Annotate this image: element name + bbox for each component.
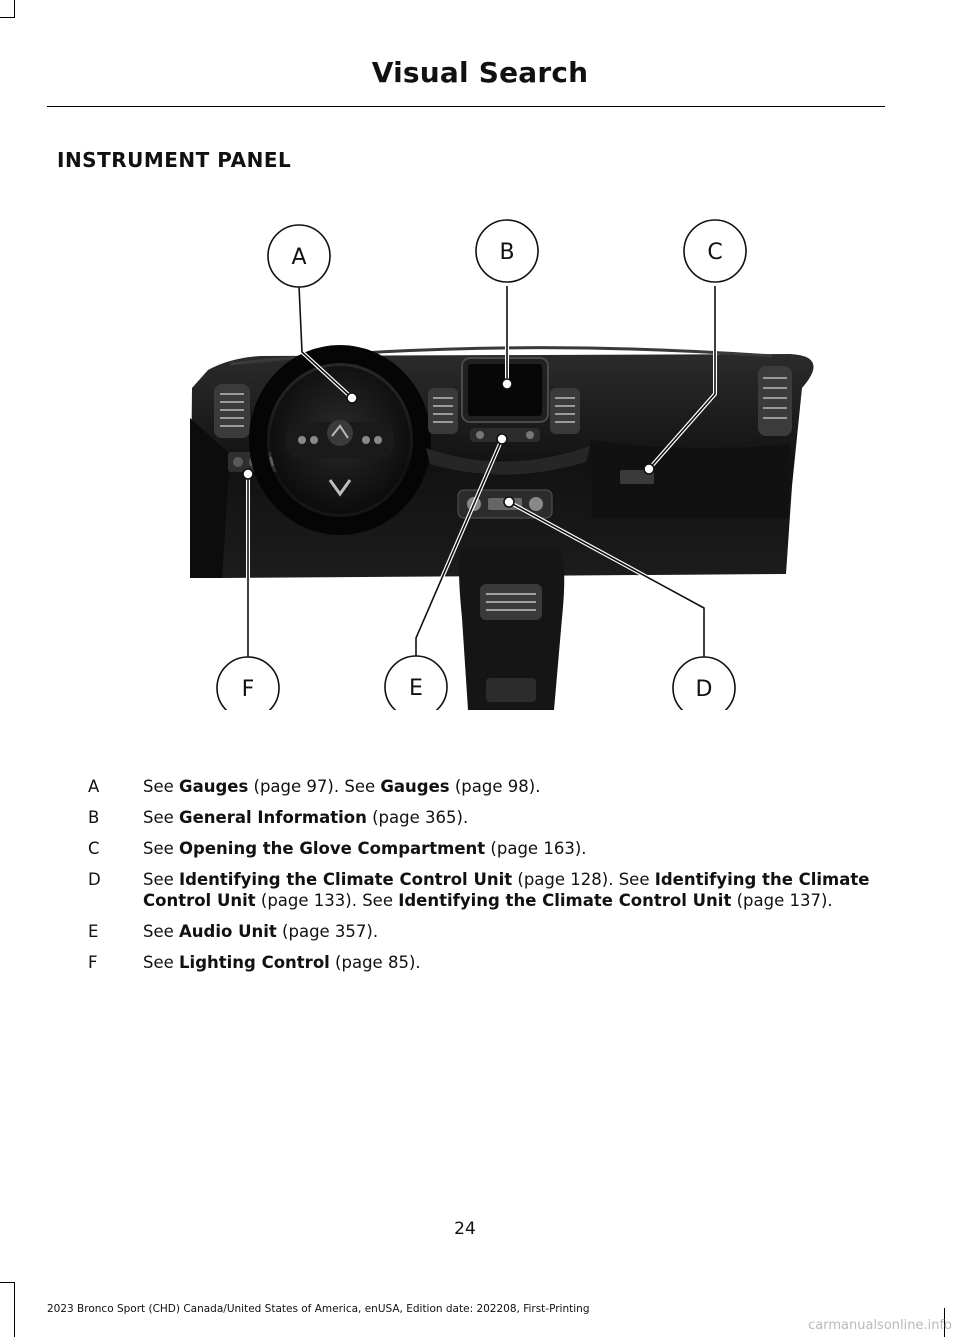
page-footer: 2023 Bronco Sport (CHD) Canada/United States of America, enUSA, Edition date: 202208, First-Printing [47, 1303, 590, 1315]
reference-text: (page 357). [276, 922, 379, 941]
center-vent-right [550, 388, 580, 434]
right-side-vent [758, 366, 792, 436]
reference-text: (page 98). [449, 777, 541, 796]
legend-letter: D [88, 870, 101, 889]
reference-text: (page 137). [731, 891, 833, 910]
callout-label-f: F [241, 677, 255, 702]
legend-description [143, 776, 883, 797]
reference-text: See [143, 808, 180, 827]
callout-label-a: A [291, 245, 307, 270]
instrument-panel-illustration [190, 218, 890, 710]
reference-text: (page 97). See [248, 777, 381, 796]
crop-mark-bottom-left-vertical [14, 1282, 15, 1337]
target-dot-c [644, 464, 654, 474]
reference-title: General Information [179, 808, 367, 827]
legend-description [143, 921, 883, 942]
crop-mark-top-left-horizontal [0, 17, 15, 18]
legend-letter: A [88, 777, 100, 796]
target-dot-f [243, 469, 253, 479]
legend-item-b [88, 807, 888, 828]
reference-text: (page 163). [485, 839, 587, 858]
instrument-panel-figure [190, 218, 890, 710]
legend-item-a [88, 776, 888, 797]
console-storage [486, 678, 536, 702]
reference-text: See [143, 839, 180, 858]
crop-mark-top-left-vertical [14, 0, 15, 18]
reference-text: (page 365). [366, 808, 469, 827]
target-dot-b [502, 379, 512, 389]
legend-item-f [88, 952, 888, 973]
callout-legend-list [88, 776, 888, 983]
reference-title: Identifying the Climate Control Unit [398, 891, 732, 910]
callout-label-c: C [707, 240, 723, 265]
legend-item-c [88, 838, 888, 859]
reference-title: Gauges [380, 777, 450, 796]
legend-description [143, 838, 883, 859]
page-number: 24 [454, 1219, 476, 1239]
header-divider [47, 106, 885, 107]
callout-label-b: B [499, 240, 515, 265]
reference-text: (page 133). See [255, 891, 399, 910]
page-header-title: Visual Search [371, 56, 589, 89]
reference-title: Identifying the Climate Control Unit [179, 870, 513, 889]
reference-text: (page 128). See [512, 870, 655, 889]
reference-text: See [143, 953, 180, 972]
reference-title: Gauges [179, 777, 249, 796]
legend-item-d [88, 869, 888, 911]
reference-title: Identifying the Climate Control Unit [143, 870, 870, 910]
horse-emblem [327, 420, 353, 446]
target-dot-e [497, 434, 507, 444]
reference-text: See [143, 777, 180, 796]
section-heading: INSTRUMENT PANEL [57, 148, 292, 172]
crop-mark-bottom-left-horizontal [0, 1282, 15, 1283]
watermark: carmanualsonline.info [808, 1318, 952, 1333]
legend-item-e [88, 921, 888, 942]
callout-label-e: E [409, 676, 423, 701]
legend-letter: B [88, 808, 100, 827]
center-vent-left [428, 388, 458, 434]
reference-title: Opening the Glove Compartment [179, 839, 486, 858]
target-dot-a [347, 393, 357, 403]
legend-description [143, 807, 883, 828]
legend-letter: F [88, 953, 98, 972]
reference-text: See [143, 922, 180, 941]
reference-title: Lighting Control [179, 953, 330, 972]
legend-letter: C [88, 839, 100, 858]
legend-description [143, 869, 883, 911]
reference-title: Audio Unit [179, 922, 277, 941]
reference-text: See [143, 870, 180, 889]
reference-text: (page 85). [329, 953, 421, 972]
legend-letter: E [88, 922, 99, 941]
legend-description [143, 952, 883, 973]
callout-label-d: D [695, 677, 713, 702]
target-dot-d [504, 497, 514, 507]
